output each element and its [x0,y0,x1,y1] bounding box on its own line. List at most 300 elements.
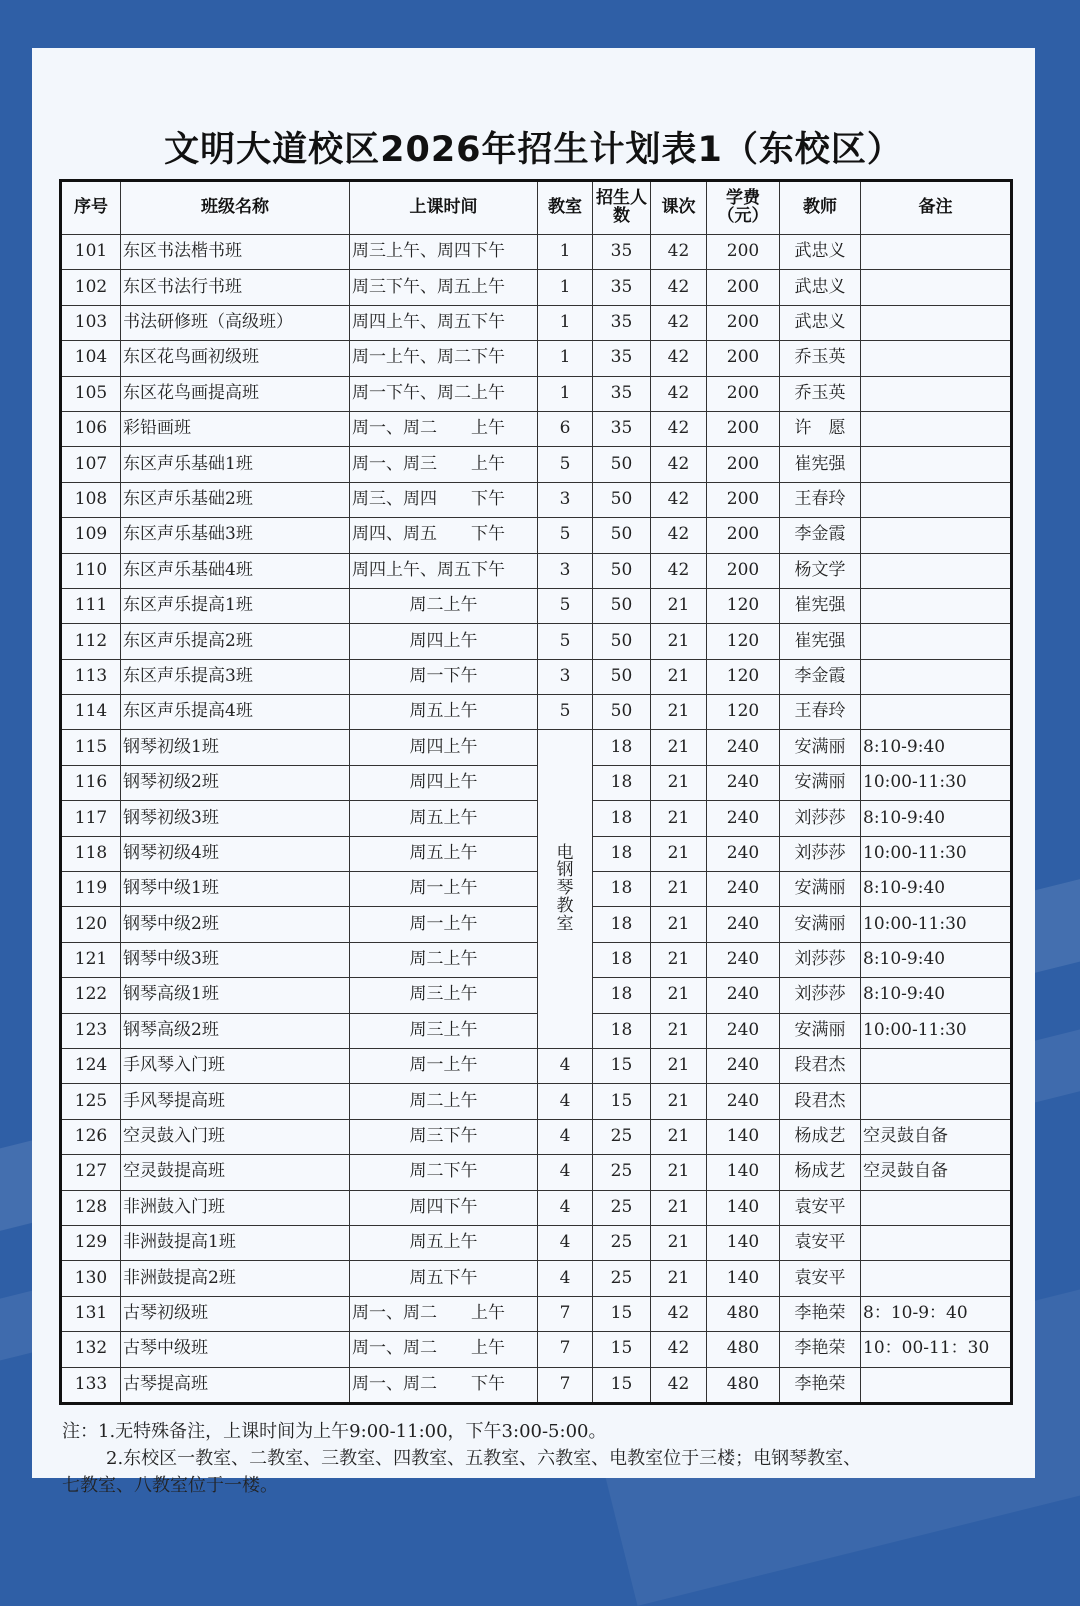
table-row [61,942,1012,977]
table-row [61,376,1012,411]
cell-teacher: 安满丽 [780,730,861,765]
table-row [61,1261,1012,1296]
cell-teacher: 段君杰 [780,1048,861,1083]
cell-lessons: 42 [651,1367,707,1403]
cell-teacher: 许 愿 [780,411,861,446]
cell-time: 周三下午、周五上午 [350,270,538,305]
table-row [61,270,1012,305]
table-row [61,1332,1012,1367]
cell-remark [861,376,1012,411]
cell-enroll: 25 [593,1119,651,1154]
table-row [61,695,1012,730]
cell-time: 周五下午 [350,1261,538,1296]
cell-lessons: 42 [651,1332,707,1367]
cell-room-merged [538,730,593,1049]
cell-time: 周二上午 [350,588,538,623]
table-row [61,1225,1012,1260]
cell-class-name: 东区花鸟画初级班 [121,341,350,376]
cell-no: 130 [61,1261,121,1296]
cell-enroll: 35 [593,376,651,411]
cell-fee: 140 [707,1119,780,1154]
cell-fee: 240 [707,1048,780,1083]
cell-teacher: 王春玲 [780,695,861,730]
cell-teacher: 李艳荣 [780,1367,861,1403]
cell-remark: 10:00-11:30 [861,765,1012,800]
cell-teacher: 刘莎莎 [780,942,861,977]
cell-lessons: 21 [651,1261,707,1296]
cell-time: 周一、周二 上午 [350,411,538,446]
cell-time: 周二上午 [350,1084,538,1119]
cell-no: 124 [61,1048,121,1083]
table-row [61,482,1012,517]
cell-fee: 140 [707,1155,780,1190]
cell-fee: 240 [707,836,780,871]
page-title: 文明大道校区2026年招生计划表1（东校区） [164,130,903,170]
cell-remark: 空灵鼓自备 [861,1119,1012,1154]
cell-class-name: 东区声乐提高2班 [121,624,350,659]
cell-class-name: 东区声乐提高4班 [121,695,350,730]
cell-lessons: 42 [651,411,707,446]
cell-no: 106 [61,411,121,446]
cell-time: 周一下午、周二上午 [350,376,538,411]
cell-class-name: 东区书法行书班 [121,270,350,305]
cell-lessons: 42 [651,376,707,411]
cell-class-name: 空灵鼓提高班 [121,1155,350,1190]
cell-remark: 10:00-11:30 [861,836,1012,871]
cell-enroll: 15 [593,1332,651,1367]
table-row [61,907,1012,942]
table-row [61,235,1012,270]
cell-lessons: 21 [651,1225,707,1260]
cell-enroll: 18 [593,765,651,800]
cell-teacher: 安满丽 [780,1013,861,1048]
table-row [61,1013,1012,1048]
cell-class-name: 钢琴初级1班 [121,730,350,765]
cell-class-name: 书法研修班（高级班） [121,305,350,340]
cell-class-name: 东区声乐基础2班 [121,482,350,517]
cell-lessons: 42 [651,518,707,553]
cell-fee: 200 [707,411,780,446]
cell-time: 周一上午 [350,907,538,942]
cell-remark [861,270,1012,305]
cell-remark [861,624,1012,659]
cell-time: 周一上午 [350,1048,538,1083]
cell-class-name: 彩铅画班 [121,411,350,446]
cell-fee: 120 [707,695,780,730]
cell-enroll: 50 [593,447,651,482]
cell-fee: 200 [707,376,780,411]
cell-remark: 8:10-9:40 [861,801,1012,836]
cell-time: 周四上午、周五下午 [350,553,538,588]
cell-fee: 240 [707,765,780,800]
cell-fee: 240 [707,872,780,907]
cell-time: 周二上午 [350,942,538,977]
cell-remark: 8:10-9:40 [861,872,1012,907]
cell-room: 4 [538,1155,593,1190]
cell-lessons: 21 [651,978,707,1013]
cell-lessons: 21 [651,872,707,907]
cell-no: 116 [61,765,121,800]
cell-no: 107 [61,447,121,482]
cell-remark: 8:10-9:40 [861,942,1012,977]
cell-teacher: 安满丽 [780,765,861,800]
cell-time: 周一上午、周二下午 [350,341,538,376]
cell-lessons: 42 [651,482,707,517]
cell-enroll: 50 [593,518,651,553]
cell-fee: 120 [707,624,780,659]
cell-teacher: 李艳荣 [780,1332,861,1367]
cell-class-name: 钢琴初级3班 [121,801,350,836]
footnote-1: 注：1.无特殊备注，上课时间为上午9:00-11:00，下午3:00-5:00。 [62,1421,607,1442]
cell-no: 132 [61,1332,121,1367]
cell-room: 3 [538,482,593,517]
cell-no: 117 [61,801,121,836]
cell-time: 周四上午 [350,765,538,800]
cell-time: 周四、周五 下午 [350,518,538,553]
cell-lessons: 21 [651,1048,707,1083]
cell-class-name: 钢琴中级3班 [121,942,350,977]
cell-no: 125 [61,1084,121,1119]
cell-fee: 200 [707,341,780,376]
cell-enroll: 18 [593,1013,651,1048]
cell-lessons: 42 [651,553,707,588]
cell-class-name: 钢琴初级4班 [121,836,350,871]
cell-fee: 240 [707,730,780,765]
enrollment-plan-table [59,179,1013,1405]
cell-remark [861,1367,1012,1403]
cell-fee: 480 [707,1296,780,1331]
cell-enroll: 50 [593,659,651,694]
cell-class-name: 古琴提高班 [121,1367,350,1403]
table-row [61,1190,1012,1225]
cell-lessons: 21 [651,1155,707,1190]
cell-teacher: 李艳荣 [780,1296,861,1331]
cell-remark [861,518,1012,553]
cell-enroll: 50 [593,553,651,588]
cell-room: 5 [538,695,593,730]
cell-class-name: 东区书法楷书班 [121,235,350,270]
cell-no: 119 [61,872,121,907]
cell-remark [861,447,1012,482]
cell-time: 周四上午、周五下午 [350,305,538,340]
table-row [61,1119,1012,1154]
cell-lessons: 21 [651,765,707,800]
cell-time: 周三下午 [350,1119,538,1154]
cell-time: 周三上午 [350,978,538,1013]
cell-class-name: 东区声乐基础3班 [121,518,350,553]
table-row [61,411,1012,446]
cell-room: 4 [538,1225,593,1260]
cell-class-name: 东区声乐提高1班 [121,588,350,623]
cell-time: 周一、周二 上午 [350,1296,538,1331]
cell-no: 131 [61,1296,121,1331]
table-row [61,518,1012,553]
cell-fee: 200 [707,553,780,588]
cell-teacher: 武忠义 [780,305,861,340]
cell-no: 133 [61,1367,121,1403]
cell-remark [861,1048,1012,1083]
header-enroll: 招生人数 [593,181,651,235]
cell-teacher: 乔玉英 [780,376,861,411]
cell-no: 101 [61,235,121,270]
cell-room: 7 [538,1332,593,1367]
cell-time: 周一、周二 下午 [350,1367,538,1403]
cell-class-name: 东区声乐基础1班 [121,447,350,482]
cell-class-name: 空灵鼓入门班 [121,1119,350,1154]
table-row [61,1048,1012,1083]
cell-room: 4 [538,1084,593,1119]
table-row [61,1296,1012,1331]
cell-enroll: 15 [593,1084,651,1119]
cell-enroll: 25 [593,1155,651,1190]
cell-teacher: 崔宪强 [780,588,861,623]
cell-room: 1 [538,305,593,340]
cell-remark: 8:10-9:40 [861,978,1012,1013]
document-sheet [32,48,1035,1496]
cell-room: 1 [538,235,593,270]
cell-no: 104 [61,341,121,376]
cell-teacher: 安满丽 [780,872,861,907]
cell-time: 周一、周三 上午 [350,447,538,482]
cell-lessons: 21 [651,624,707,659]
cell-teacher: 杨成艺 [780,1155,861,1190]
table-row [61,730,1012,765]
cell-enroll: 50 [593,695,651,730]
cell-no: 110 [61,553,121,588]
cell-time: 周一、周二 上午 [350,1332,538,1367]
cell-remark [861,1261,1012,1296]
header-teacher: 教师 [780,181,861,235]
cell-class-name: 东区声乐提高3班 [121,659,350,694]
cell-room: 7 [538,1367,593,1403]
cell-enroll: 18 [593,730,651,765]
table-row [61,1155,1012,1190]
cell-fee: 200 [707,235,780,270]
cell-teacher: 乔玉英 [780,341,861,376]
cell-remark [861,695,1012,730]
table-row [61,765,1012,800]
table-row [61,978,1012,1013]
cell-enroll: 25 [593,1190,651,1225]
cell-teacher: 崔宪强 [780,447,861,482]
cell-lessons: 42 [651,270,707,305]
cell-enroll: 50 [593,624,651,659]
cell-lessons: 42 [651,305,707,340]
cell-fee: 240 [707,801,780,836]
cell-class-name: 钢琴高级1班 [121,978,350,1013]
cell-teacher: 武忠义 [780,235,861,270]
header-no: 序号 [61,181,121,235]
cell-teacher: 袁安平 [780,1261,861,1296]
cell-fee: 240 [707,942,780,977]
cell-class-name: 东区声乐基础4班 [121,553,350,588]
cell-time: 周四下午 [350,1190,538,1225]
cell-remark: 8：10-9：40 [861,1296,1012,1331]
cell-room: 7 [538,1296,593,1331]
cell-teacher: 杨成艺 [780,1119,861,1154]
cell-lessons: 21 [651,836,707,871]
cell-enroll: 35 [593,270,651,305]
cell-class-name: 非洲鼓提高1班 [121,1225,350,1260]
cell-lessons: 42 [651,447,707,482]
cell-lessons: 21 [651,588,707,623]
cell-no: 129 [61,1225,121,1260]
cell-remark [861,235,1012,270]
cell-no: 123 [61,1013,121,1048]
cell-no: 114 [61,695,121,730]
table-row [61,624,1012,659]
cell-remark: 10:00-11:30 [861,907,1012,942]
table-row [61,447,1012,482]
cell-teacher: 刘莎莎 [780,836,861,871]
cell-remark [861,553,1012,588]
cell-class-name: 古琴初级班 [121,1296,350,1331]
cell-teacher: 刘莎莎 [780,801,861,836]
table-row [61,588,1012,623]
cell-no: 113 [61,659,121,694]
cell-time: 周四上午 [350,730,538,765]
cell-teacher: 安满丽 [780,907,861,942]
cell-no: 118 [61,836,121,871]
cell-fee: 140 [707,1225,780,1260]
table-row [61,1084,1012,1119]
cell-class-name: 非洲鼓提高2班 [121,1261,350,1296]
cell-no: 111 [61,588,121,623]
cell-class-name: 钢琴中级2班 [121,907,350,942]
cell-teacher: 袁安平 [780,1190,861,1225]
cell-enroll: 35 [593,305,651,340]
cell-time: 周三上午 [350,1013,538,1048]
cell-enroll: 35 [593,411,651,446]
cell-remark [861,305,1012,340]
cell-enroll: 25 [593,1261,651,1296]
cell-lessons: 42 [651,235,707,270]
cell-class-name: 手风琴提高班 [121,1084,350,1119]
cell-fee: 200 [707,270,780,305]
cell-teacher: 李金霞 [780,659,861,694]
cell-lessons: 42 [651,1296,707,1331]
cell-fee: 200 [707,482,780,517]
cell-fee: 120 [707,659,780,694]
cell-teacher: 杨文学 [780,553,861,588]
table-row [61,801,1012,836]
cell-enroll: 15 [593,1367,651,1403]
cell-enroll: 18 [593,836,651,871]
cell-lessons: 21 [651,942,707,977]
cell-enroll: 25 [593,1225,651,1260]
cell-no: 128 [61,1190,121,1225]
cell-lessons: 21 [651,730,707,765]
cell-remark [861,1225,1012,1260]
table-row [61,659,1012,694]
cell-enroll: 18 [593,942,651,977]
cell-remark [861,1190,1012,1225]
cell-enroll: 18 [593,872,651,907]
cell-time: 周三、周四 下午 [350,482,538,517]
cell-teacher: 段君杰 [780,1084,861,1119]
cell-enroll: 15 [593,1296,651,1331]
cell-lessons: 21 [651,1190,707,1225]
cell-fee: 200 [707,518,780,553]
table-row [61,836,1012,871]
cell-remark: 空灵鼓自备 [861,1155,1012,1190]
cell-room: 1 [538,341,593,376]
cell-room: 4 [538,1048,593,1083]
cell-fee: 200 [707,305,780,340]
cell-lessons: 21 [651,907,707,942]
cell-enroll: 18 [593,978,651,1013]
cell-room: 5 [538,624,593,659]
cell-lessons: 21 [651,1119,707,1154]
table-row [61,1367,1012,1403]
header-class-name: 班级名称 [121,181,350,235]
cell-time: 周五上午 [350,1225,538,1260]
cell-remark [861,588,1012,623]
cell-fee: 200 [707,447,780,482]
cell-room: 1 [538,376,593,411]
table-row [61,341,1012,376]
cell-fee: 140 [707,1190,780,1225]
cell-class-name: 钢琴初级2班 [121,765,350,800]
header-fee: 学费（元） [707,181,780,235]
cell-enroll: 50 [593,588,651,623]
cell-class-name: 古琴中级班 [121,1332,350,1367]
cell-enroll: 35 [593,341,651,376]
cell-room: 5 [538,588,593,623]
footnote-2: 2.东校区一教室、二教室、三教室、四教室、五教室、六教室、电教室位于三楼；电钢琴教室、 [106,1448,862,1469]
cell-lessons: 42 [651,341,707,376]
cell-room: 4 [538,1261,593,1296]
cell-fee: 240 [707,1013,780,1048]
cell-no: 122 [61,978,121,1013]
merged-room-label: 电钢琴教室 [556,842,574,934]
cell-enroll: 18 [593,907,651,942]
cell-remark: 8:10-9:40 [861,730,1012,765]
cell-room: 3 [538,553,593,588]
cell-fee: 240 [707,1084,780,1119]
cell-time: 周三上午、周四下午 [350,235,538,270]
cell-no: 108 [61,482,121,517]
footnote-3: 七教室、八教室位于一楼。 [62,1475,278,1496]
cell-remark: 10:00-11:30 [861,1013,1012,1048]
cell-no: 127 [61,1155,121,1190]
cell-teacher: 刘莎莎 [780,978,861,1013]
cell-enroll: 50 [593,482,651,517]
table-row [61,305,1012,340]
cell-remark [861,1084,1012,1119]
cell-teacher: 袁安平 [780,1225,861,1260]
footnotes [62,1418,1022,1499]
cell-no: 120 [61,907,121,942]
cell-lessons: 21 [651,1084,707,1119]
cell-lessons: 21 [651,659,707,694]
cell-class-name: 钢琴高级2班 [121,1013,350,1048]
table-row [61,553,1012,588]
cell-no: 109 [61,518,121,553]
cell-lessons: 21 [651,695,707,730]
cell-teacher: 王春玲 [780,482,861,517]
cell-fee: 240 [707,978,780,1013]
cell-teacher: 武忠义 [780,270,861,305]
cell-fee: 480 [707,1332,780,1367]
cell-class-name: 东区花鸟画提高班 [121,376,350,411]
table-row [61,872,1012,907]
cell-lessons: 21 [651,1013,707,1048]
cell-room: 4 [538,1190,593,1225]
cell-room: 5 [538,447,593,482]
cell-remark [861,411,1012,446]
cell-class-name: 钢琴中级1班 [121,872,350,907]
